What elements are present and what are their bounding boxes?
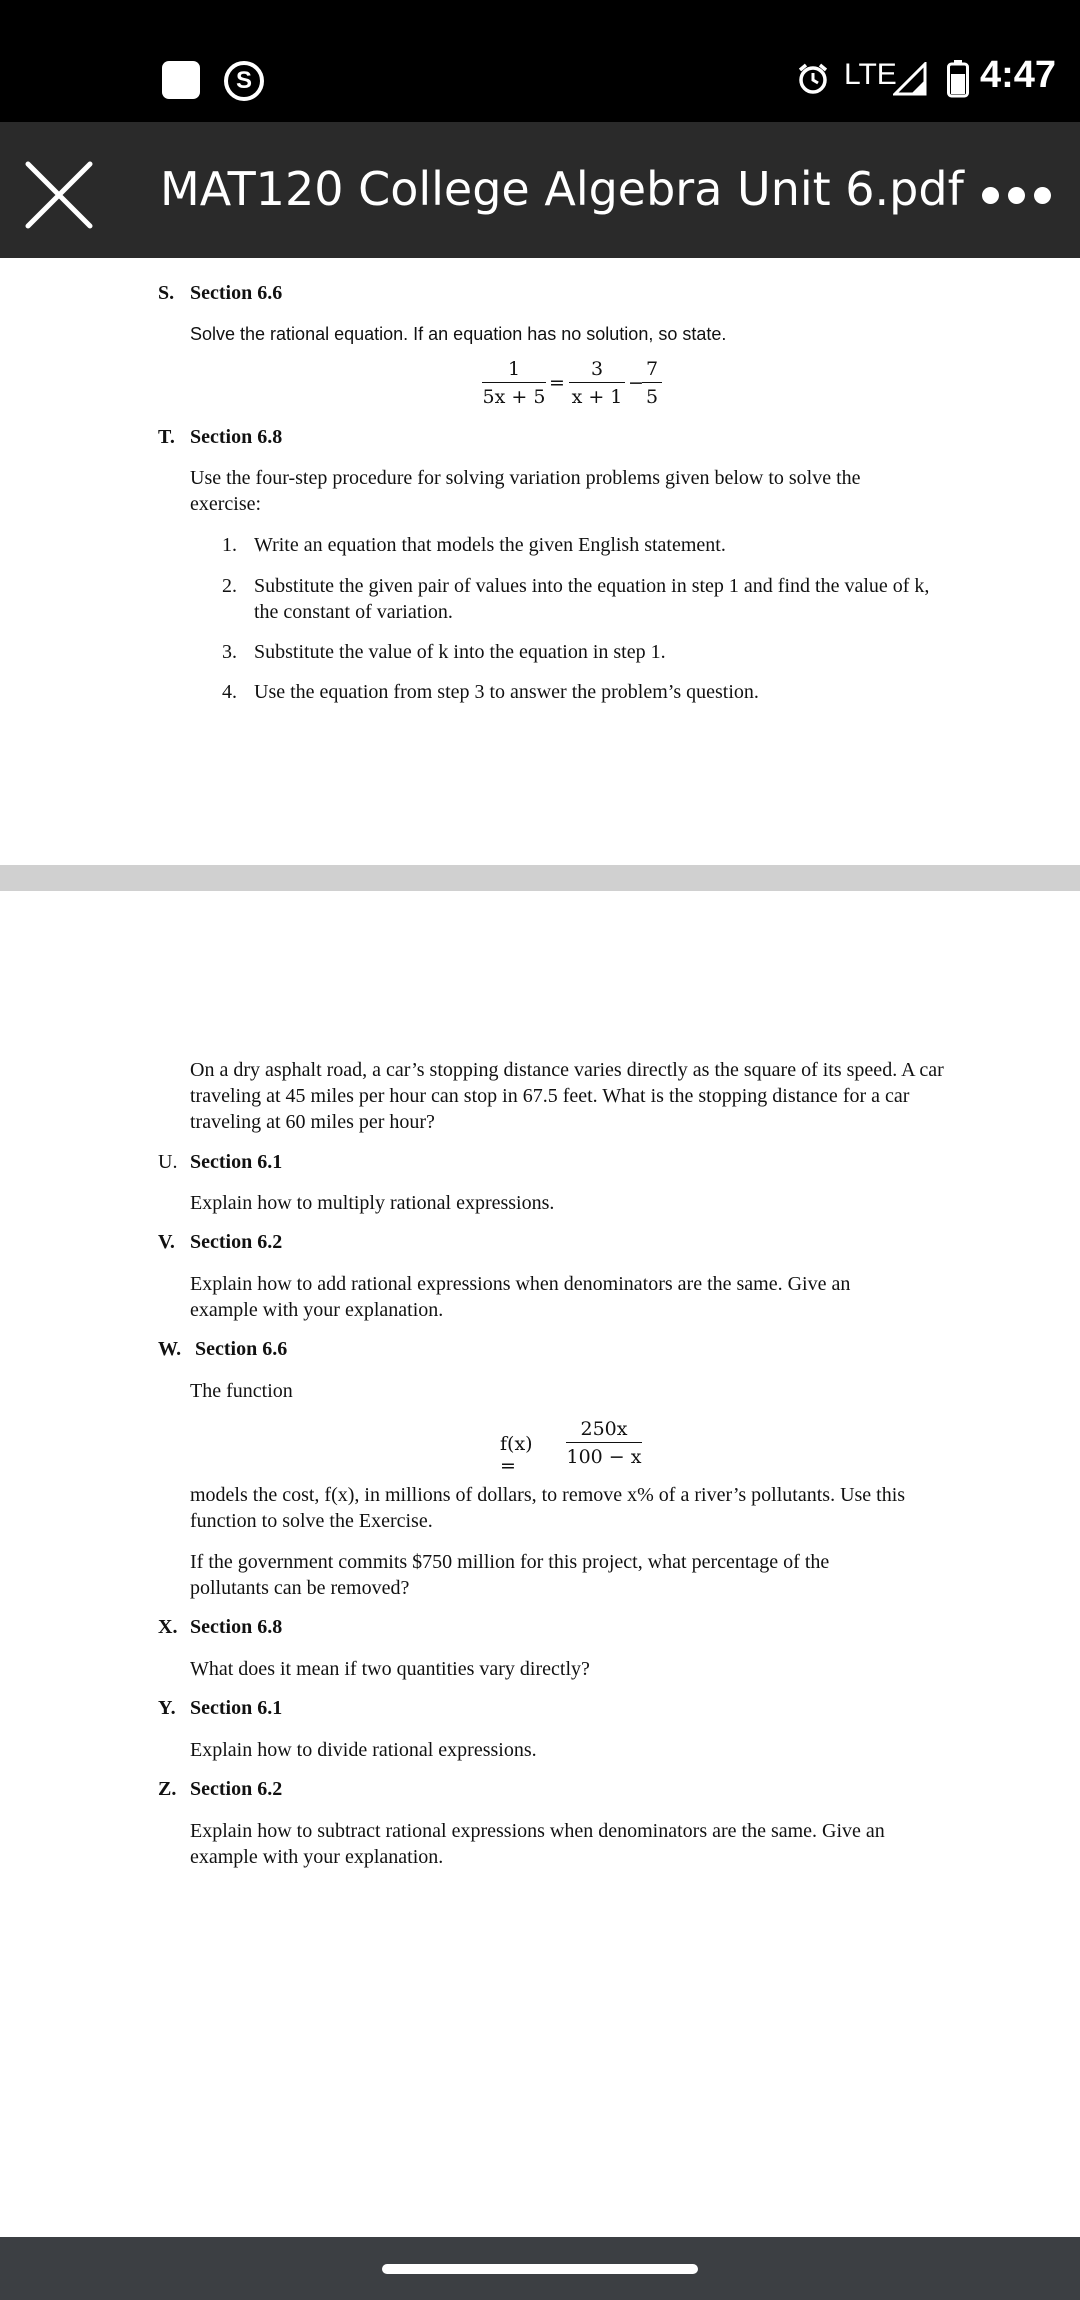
section-w-intro: The function	[190, 1380, 293, 1402]
section-v-text: Explain how to add rational expressions when denominators are the same. Give an example with your explanation.	[190, 1273, 851, 1321]
home-gesture-handle[interactable]	[382, 2264, 698, 2274]
document-title: MAT120 College Algebra Unit 6.pdf	[160, 162, 964, 216]
section-t-prompt: Use the four-step procedure for solving variation problems given below to solve the exercise:	[190, 467, 861, 515]
app-bar	[0, 122, 1080, 258]
section-z-text: Explain how to subtract rational expressions when denominators are the same. Give an example with your explanation.	[190, 1820, 885, 1868]
fraction-term1: $\frac{3}{x + 1}$	[569, 358, 625, 408]
status-bar	[0, 0, 1080, 122]
section-t-heading: T. Section 6.8	[158, 426, 283, 448]
section-x-heading: X. Section 6.8	[158, 1616, 283, 1638]
section-u-heading: U. Section 6.1	[158, 1151, 283, 1173]
section-w-text2: If the government commits $750 million for this project, what percentage of the pollutants can be removed?	[190, 1551, 830, 1599]
section-y-heading: Y. Section 6.1	[158, 1697, 283, 1719]
section-w-heading: W. Section 6.6	[158, 1338, 288, 1360]
section-w-text1: models the cost, f(x), in millions of dollars, to remove x% of a river’s pollutants. Use this function to solve the Exercise.	[190, 1484, 906, 1532]
notification-square-icon	[162, 61, 200, 99]
section-t-problem: On a dry asphalt road, a car’s stopping distance varies directly as the square of its speed. A car traveling at 45 miles per hour can stop in 67.5 feet. What is the stopping distance for a car traveling at 60 miles per hour?	[190, 1059, 944, 1133]
signal-icon	[893, 62, 927, 96]
fraction-term2: $\frac{7}{5}$	[642, 358, 662, 408]
battery-icon	[947, 60, 969, 98]
close-icon[interactable]	[22, 158, 96, 232]
s-app-icon: S	[224, 61, 264, 101]
network-type: LTE	[844, 58, 897, 91]
section-x-text: What does it mean if two quantities vary directly?	[190, 1658, 590, 1680]
fraction-cost: $\frac{250x}{100 - x}$	[566, 1418, 642, 1468]
section-z-heading: Z. Section 6.2	[158, 1778, 283, 1800]
alarm-icon	[796, 62, 830, 96]
section-y-text: Explain how to divide rational expressions.	[190, 1739, 537, 1761]
page-separator	[0, 865, 1080, 891]
section-v-heading: V. Section 6.2	[158, 1231, 283, 1253]
clock-time: 4:47	[980, 54, 1057, 96]
fraction-lhs: $\frac{1}{5x + 5}$	[482, 358, 546, 408]
section-s-prompt: Solve the rational equation. If an equation has no solution, so state.	[190, 324, 727, 344]
more-options-icon[interactable]	[982, 174, 1052, 214]
section-s-heading: S. Section 6.6	[158, 282, 283, 304]
section-u-text: Explain how to multiply rational expressions.	[190, 1192, 555, 1214]
